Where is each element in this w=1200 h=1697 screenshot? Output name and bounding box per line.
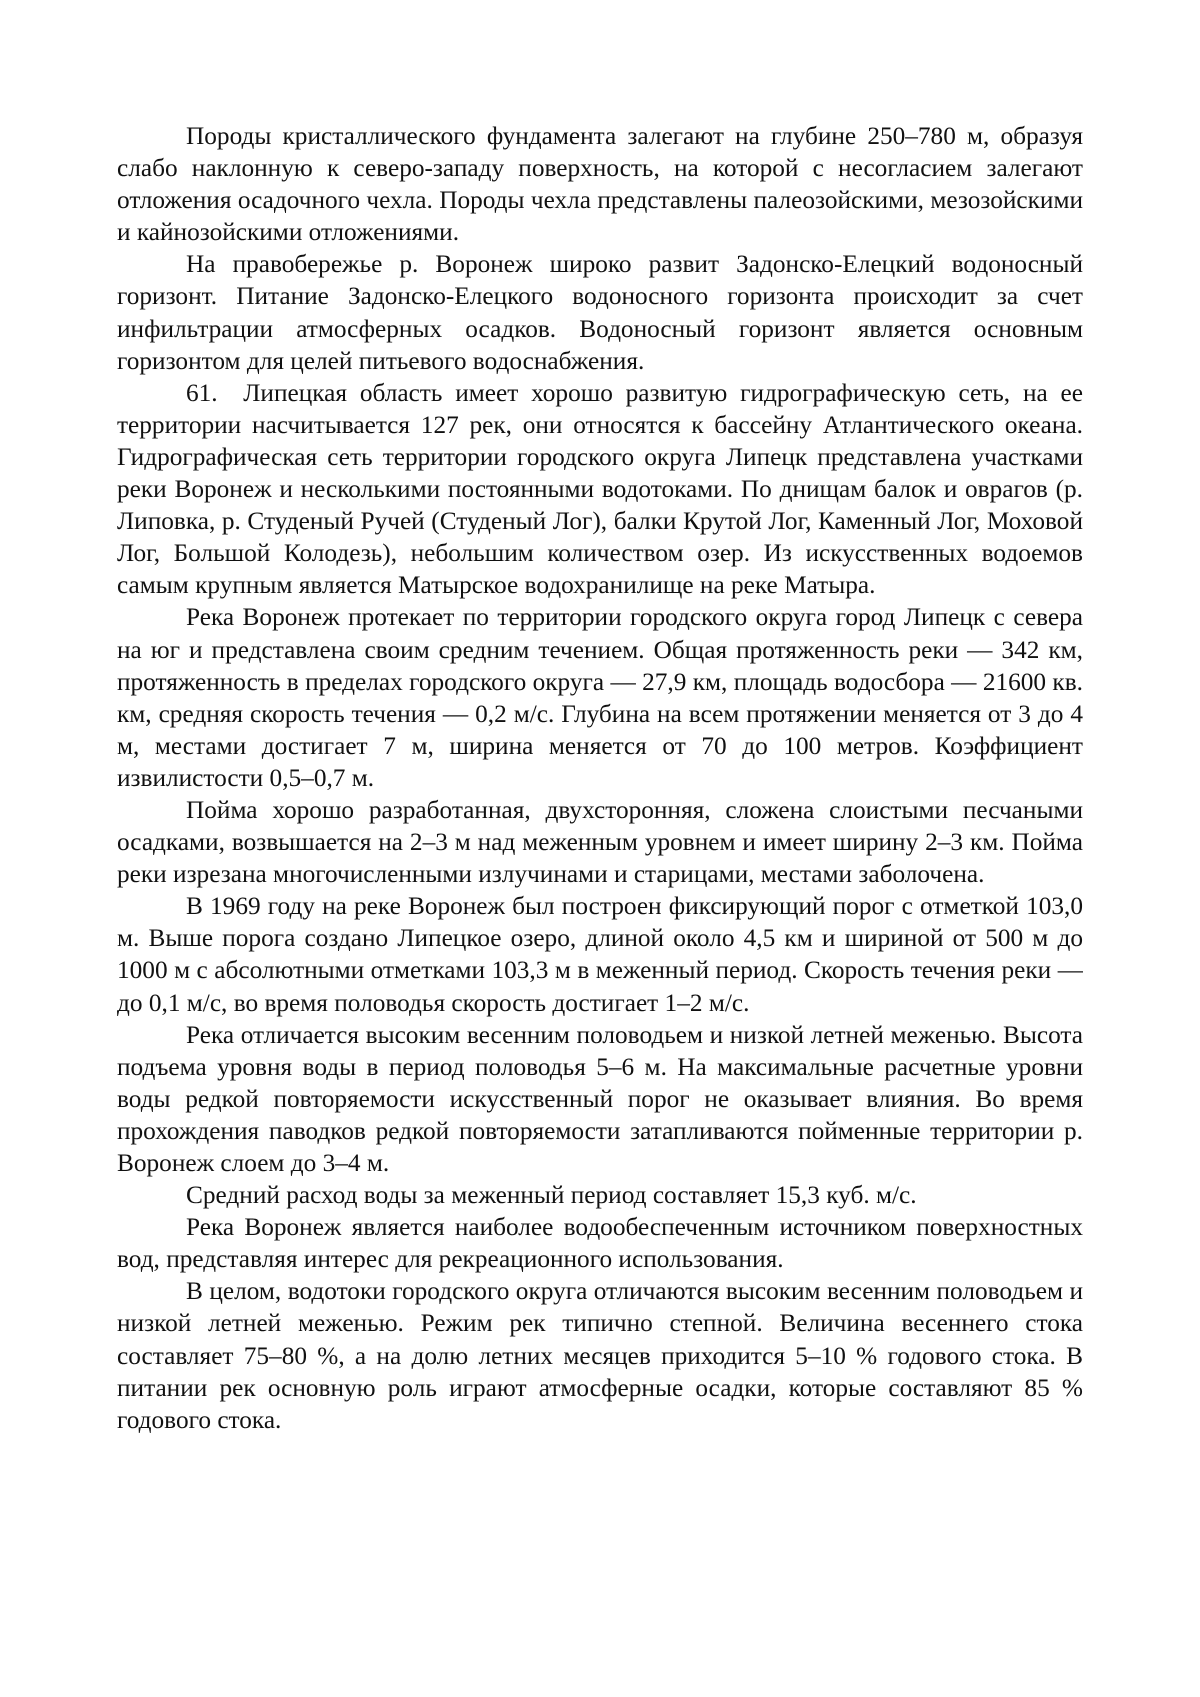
paragraph-flood-regime: Река отличается высоким весенним половодьем и низкой летней меженью. Высота подъема уровня воды в период половодья 5–6 м. На максимальные расчетные уровни воды редкой повторяемости искусственный порог не оказывает влияния. Во время прохождения паводков редкой повторяемости затапливаются пойменные территории р. Воронеж слоем до 3–4 м. bbox=[117, 1020, 1083, 1177]
paragraph-threshold-lake: В 1969 году на реке Воронеж был построен фиксирующий порог с отметкой 103,0 м. Выше порога создано Липецкое озеро, длиной около 4,5 км и шириной от 500 м до 1000 м с абсолютными отметками 103,3 м в меженный период. Скорость течения реки — до 0,1 м/с, во время половодья скорость достигает 1–2 м/с. bbox=[117, 892, 1083, 1017]
document-page bbox=[117, 120, 1083, 1620]
paragraph-voronezh-river: Река Воронеж протекает по территории городского округа город Липецк с севера на юг и представлена своим средним течением. Общая протяженность реки — 342 км, протяженность в пределах городского округа — 27,9 км, площадь водосбора — 21600 кв. км, средняя скорость течения — 0,2 м/с. Глубина на всем протяжении меняется от 3 до 4 м, местами достигает 7 м, ширина меняется от 70 до 100 метров. Коэффициент извилистости 0,5–0,7 м. bbox=[117, 603, 1083, 792]
paragraph-hydrographic-network: 61. Липецкая область имеет хорошо развитую гидрографическую сеть, на ее территории насчитывается 127 рек, они относятся к бассейну Атлантического океана. Гидрографическая сеть территории городского округа Липецк представлена участками реки Воронеж и несколькими постоянными водотоками. По днищам балок и оврагов (р. Липовка, р. Студеный Ручей (Студеный Лог), балки Крутой Лог, Каменный Лог, Моховой Лог, Большой Колодезь), небольшим количеством озер. Из искусственных водоемов самым крупным является Матырское водохранилище на реке Матыра. bbox=[117, 378, 1083, 600]
paragraph-water-discharge: Средний расход воды за меженный период составляет 15,3 куб. м/с. bbox=[186, 1181, 917, 1210]
paragraph-recreation-source: Река Воронеж является наиболее водообеспеченным источником поверхностных вод, представляя интерес для рекреационного использования. bbox=[117, 1213, 1083, 1274]
paragraph-aquifer: На правобережье р. Воронеж широко развит Задонско-Елецкий водоносный горизонт. Питание Задонско-Елецкого водоносного горизонта происходит за счет инфильтрации атмосферных осадков. Водоносный горизонт является основным горизонтом для целей питьевого водоснабжения. bbox=[117, 250, 1083, 375]
paragraph-bedrock: Породы кристаллического фундамента залегают на глубине 250–780 м, образуя слабо наклонную к северо-западу поверхность, на которой с несогласием залегают отложения осадочного чехла. Породы чехла представлены палеозойскими, мезозойскими и кайнозойскими отложениями. bbox=[117, 122, 1083, 247]
paragraph-floodplain: Пойма хорошо разработанная, двухсторонняя, сложена слоистыми песчаными осадками, возвышается на 2–3 м над меженным уровнем и имеет ширину 2–3 км. Пойма реки изрезана многочисленными излучинами и старицами, местами заболочена. bbox=[117, 795, 1083, 889]
paragraph-runoff-summary: В целом, водотоки городского округа отличаются высоким весенним половодьем и низкой летней меженью. Режим рек типично степной. Величина весеннего стока составляет 75–80 %, а на долю летних месяцев приходится 5–10 % годового стока. В питании рек основную роль играют атмосферные осадки, которые составляют 85 % годового стока. bbox=[117, 1277, 1083, 1434]
